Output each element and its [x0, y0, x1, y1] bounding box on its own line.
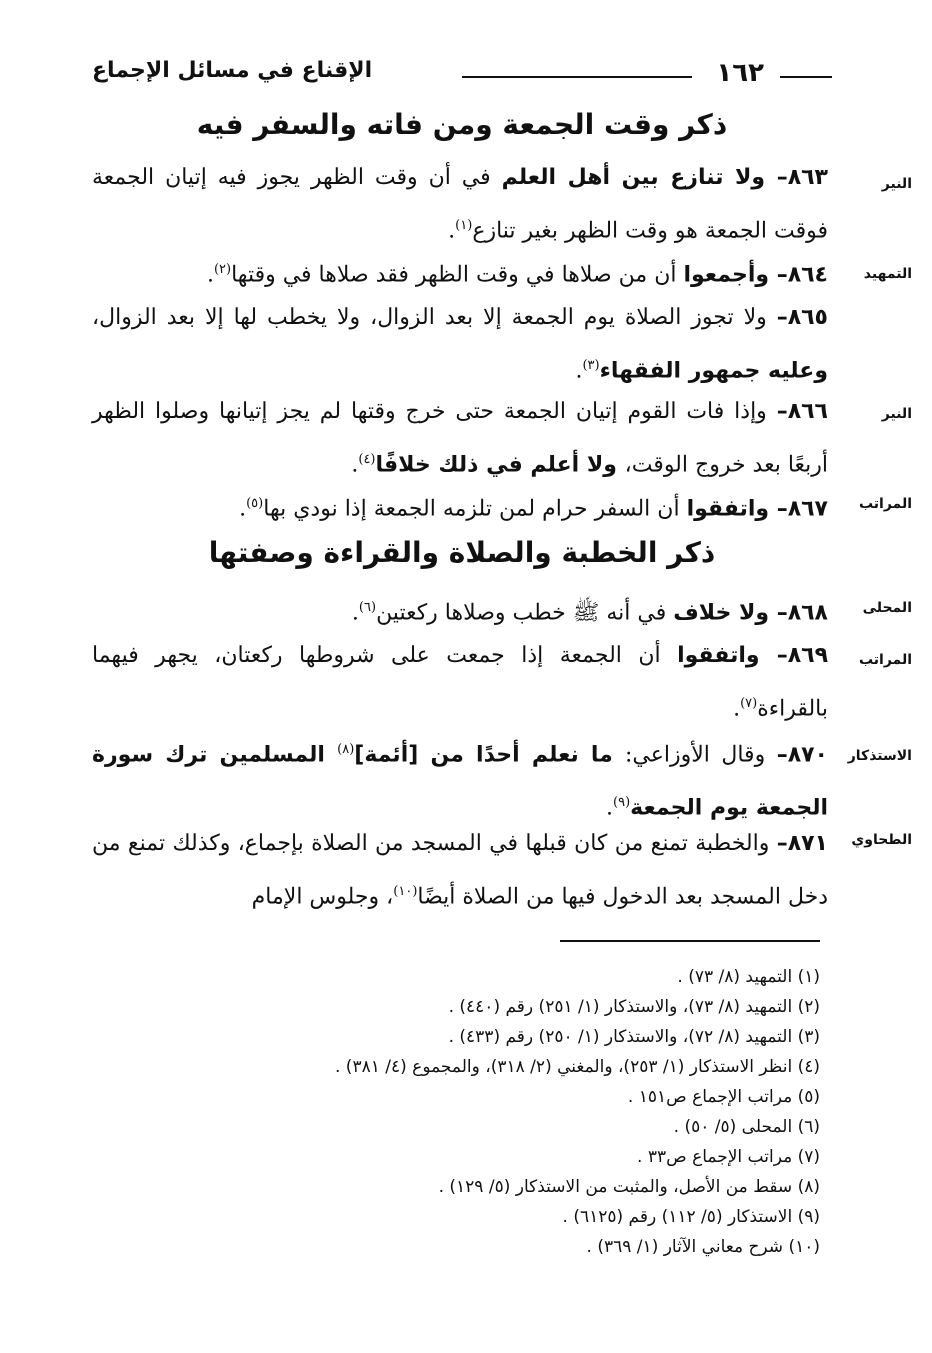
- bold-text: واتفقوا: [677, 643, 777, 668]
- entry-869: [92, 632, 828, 733]
- entry-number: ٨٦٩–: [776, 643, 829, 668]
- entry-number: ٨٧١–: [776, 831, 828, 856]
- footnote: (٧) مراتب الإجماع ص٣٣ .: [637, 1147, 820, 1167]
- entry-864: [92, 246, 828, 299]
- footnote: (٨) سقط من الأصل، والمثبت من الاستذكار (٥/ ١٢٩) .: [438, 1177, 820, 1197]
- entry-text: في أنه ﷺ خطب وصلاها ركعتين: [376, 600, 674, 626]
- entry-number: ٨٦٧–: [776, 496, 828, 522]
- footnote: (١) التمهيد (٨/ ٧٣) .: [677, 967, 820, 987]
- margin-source: الطحاوي: [851, 832, 912, 848]
- entry-end: .: [575, 358, 583, 384]
- footnote: (٩) الاستذكار (٥/ ١١٢) رقم (٦١٢٥) .: [562, 1207, 820, 1227]
- bold-text: ولا خلاف: [673, 600, 777, 626]
- footnote: (٣) التمهيد (٨/ ٧٢)، والاستذكار (١/ ٢٥٠) رقم (٤٣٣) .: [448, 1027, 820, 1047]
- bold-text: واتفقوا: [686, 496, 777, 522]
- footnote: (١٠) شرح معاني الآثار (١/ ٣٦٩) .: [586, 1237, 820, 1257]
- entry-text: وقال الأوزاعي:: [624, 742, 777, 768]
- bold-text: المسلمين ترك سورة الجمعة يوم الجمعة: [92, 742, 828, 821]
- entry-end: .: [351, 452, 359, 478]
- entry-end: .: [448, 218, 456, 244]
- entry-end: .: [733, 696, 741, 722]
- header-rule: [462, 76, 692, 78]
- section-heading: ذكر الخطبة والصلاة والقراءة وصفتها: [208, 536, 716, 569]
- entry-text: أن السفر حرام لمن تلزمه الجمعة إذا نودي بها: [263, 496, 687, 522]
- footnote-ref: (٧): [740, 696, 758, 711]
- entry-866: [92, 388, 828, 489]
- entry-end: .: [351, 600, 359, 626]
- bold-text: وأجمعوا: [683, 262, 777, 288]
- footnote-ref: (٣): [582, 358, 600, 373]
- book-title: الإقناع في مسائل الإجماع: [92, 58, 373, 83]
- entry-text: والخطبة تمنع من كان قبلها في المسجد من الصلاة بإجماع، وكذلك تمنع من دخل المسجد بعد الدخول فيها من الصلاة أيضًا: [92, 831, 828, 910]
- header-rule: [780, 76, 832, 78]
- entry-number: ٨٦٤–: [776, 262, 828, 288]
- footnote-ref: (٩): [613, 795, 631, 811]
- entry-863: [92, 154, 828, 255]
- entry-text: أن الجمعة إذا جمعت على شروطها ركعتان، يجهر فيهما بالقراءة: [92, 643, 828, 722]
- margin-source: المراتب: [858, 652, 912, 668]
- entry-end: ، وجلوس الإمام: [251, 884, 394, 910]
- margin-source: التمهيد: [863, 266, 912, 282]
- bold-text: وعليه جمهور الفقهاء: [599, 358, 828, 384]
- footnote-separator: [560, 940, 820, 942]
- page-number: ١٦٢: [716, 58, 764, 88]
- entry-text: ولا تجوز الصلاة يوم الجمعة إلا بعد الزوال، ولا يخطب لها إلا بعد الزوال،: [92, 305, 777, 330]
- entry-end: .: [239, 496, 247, 522]
- entry-end: .: [206, 262, 214, 288]
- running-header: [92, 54, 832, 94]
- entry-number: ٨٦٨–: [776, 600, 828, 626]
- entry-870: [92, 726, 828, 833]
- footnote-ref: (٤): [358, 452, 376, 467]
- footnote-ref: (٥): [246, 496, 264, 511]
- footnotes: [100, 962, 820, 1262]
- footnote: (٥) مراتب الإجماع ص١٥١ .: [627, 1087, 820, 1107]
- entry-868: [92, 584, 828, 637]
- margin-source: النير: [881, 406, 912, 422]
- footnote-ref: (١٠): [393, 884, 418, 899]
- entry-number: ٨٧٠–: [776, 742, 828, 768]
- section-heading: ذكر وقت الجمعة ومن فاته والسفر فيه: [196, 108, 728, 141]
- bold-text: ما نعلم أحدًا من [أئمة]: [354, 742, 625, 768]
- entry-871: [92, 820, 828, 921]
- entry-text: وإذا فات القوم إتيان الجمعة حتى خرج وقتها لم يجز إتيانها وصلوا الظهر أربعًا بعد خروج الوقت،: [92, 399, 828, 478]
- entry-end: .: [606, 795, 614, 821]
- footnote-ref: (١): [455, 218, 473, 233]
- footnote: (٦) المحلى (٥/ ٥٠) .: [673, 1117, 820, 1137]
- entry-number: ٨٦٣–: [776, 165, 828, 190]
- margin-source: الاستذكار: [847, 748, 912, 764]
- entry-865: [92, 294, 828, 395]
- footnote: (٢) التمهيد (٨/ ٧٣)، والاستذكار (١/ ٢٥١) رقم (٤٤٠) .: [448, 997, 820, 1017]
- footnote-ref: (٨): [337, 742, 355, 757]
- margin-source: النير: [881, 176, 912, 192]
- margin-source: المحلى: [862, 600, 912, 616]
- bold-text: ولا أعلم في ذلك خلافًا: [375, 452, 625, 478]
- entry-text: في أن وقت الظهر يجوز فيه إتيان الجمعة فوقت الجمعة هو وقت الظهر بغير تنازع: [92, 165, 828, 244]
- entry-number: ٨٦٥–: [776, 305, 828, 330]
- footnote: (٤) انظر الاستذكار (١/ ٢٥٣)، والمغني (٢/ ٣١٨)، والمجموع (٤/ ٣٨١) .: [335, 1057, 820, 1077]
- margin-source: المراتب: [858, 496, 912, 512]
- footnote-ref: (٦): [358, 600, 377, 615]
- entry-number: ٨٦٦–: [776, 399, 828, 424]
- bold-text: ولا تنازع بين أهل العلم: [501, 165, 777, 190]
- footnote-ref: (٢): [213, 262, 232, 277]
- entry-text: أن من صلاها في وقت الظهر فقد صلاها في وقتها: [231, 262, 684, 288]
- entry-867: [92, 480, 828, 533]
